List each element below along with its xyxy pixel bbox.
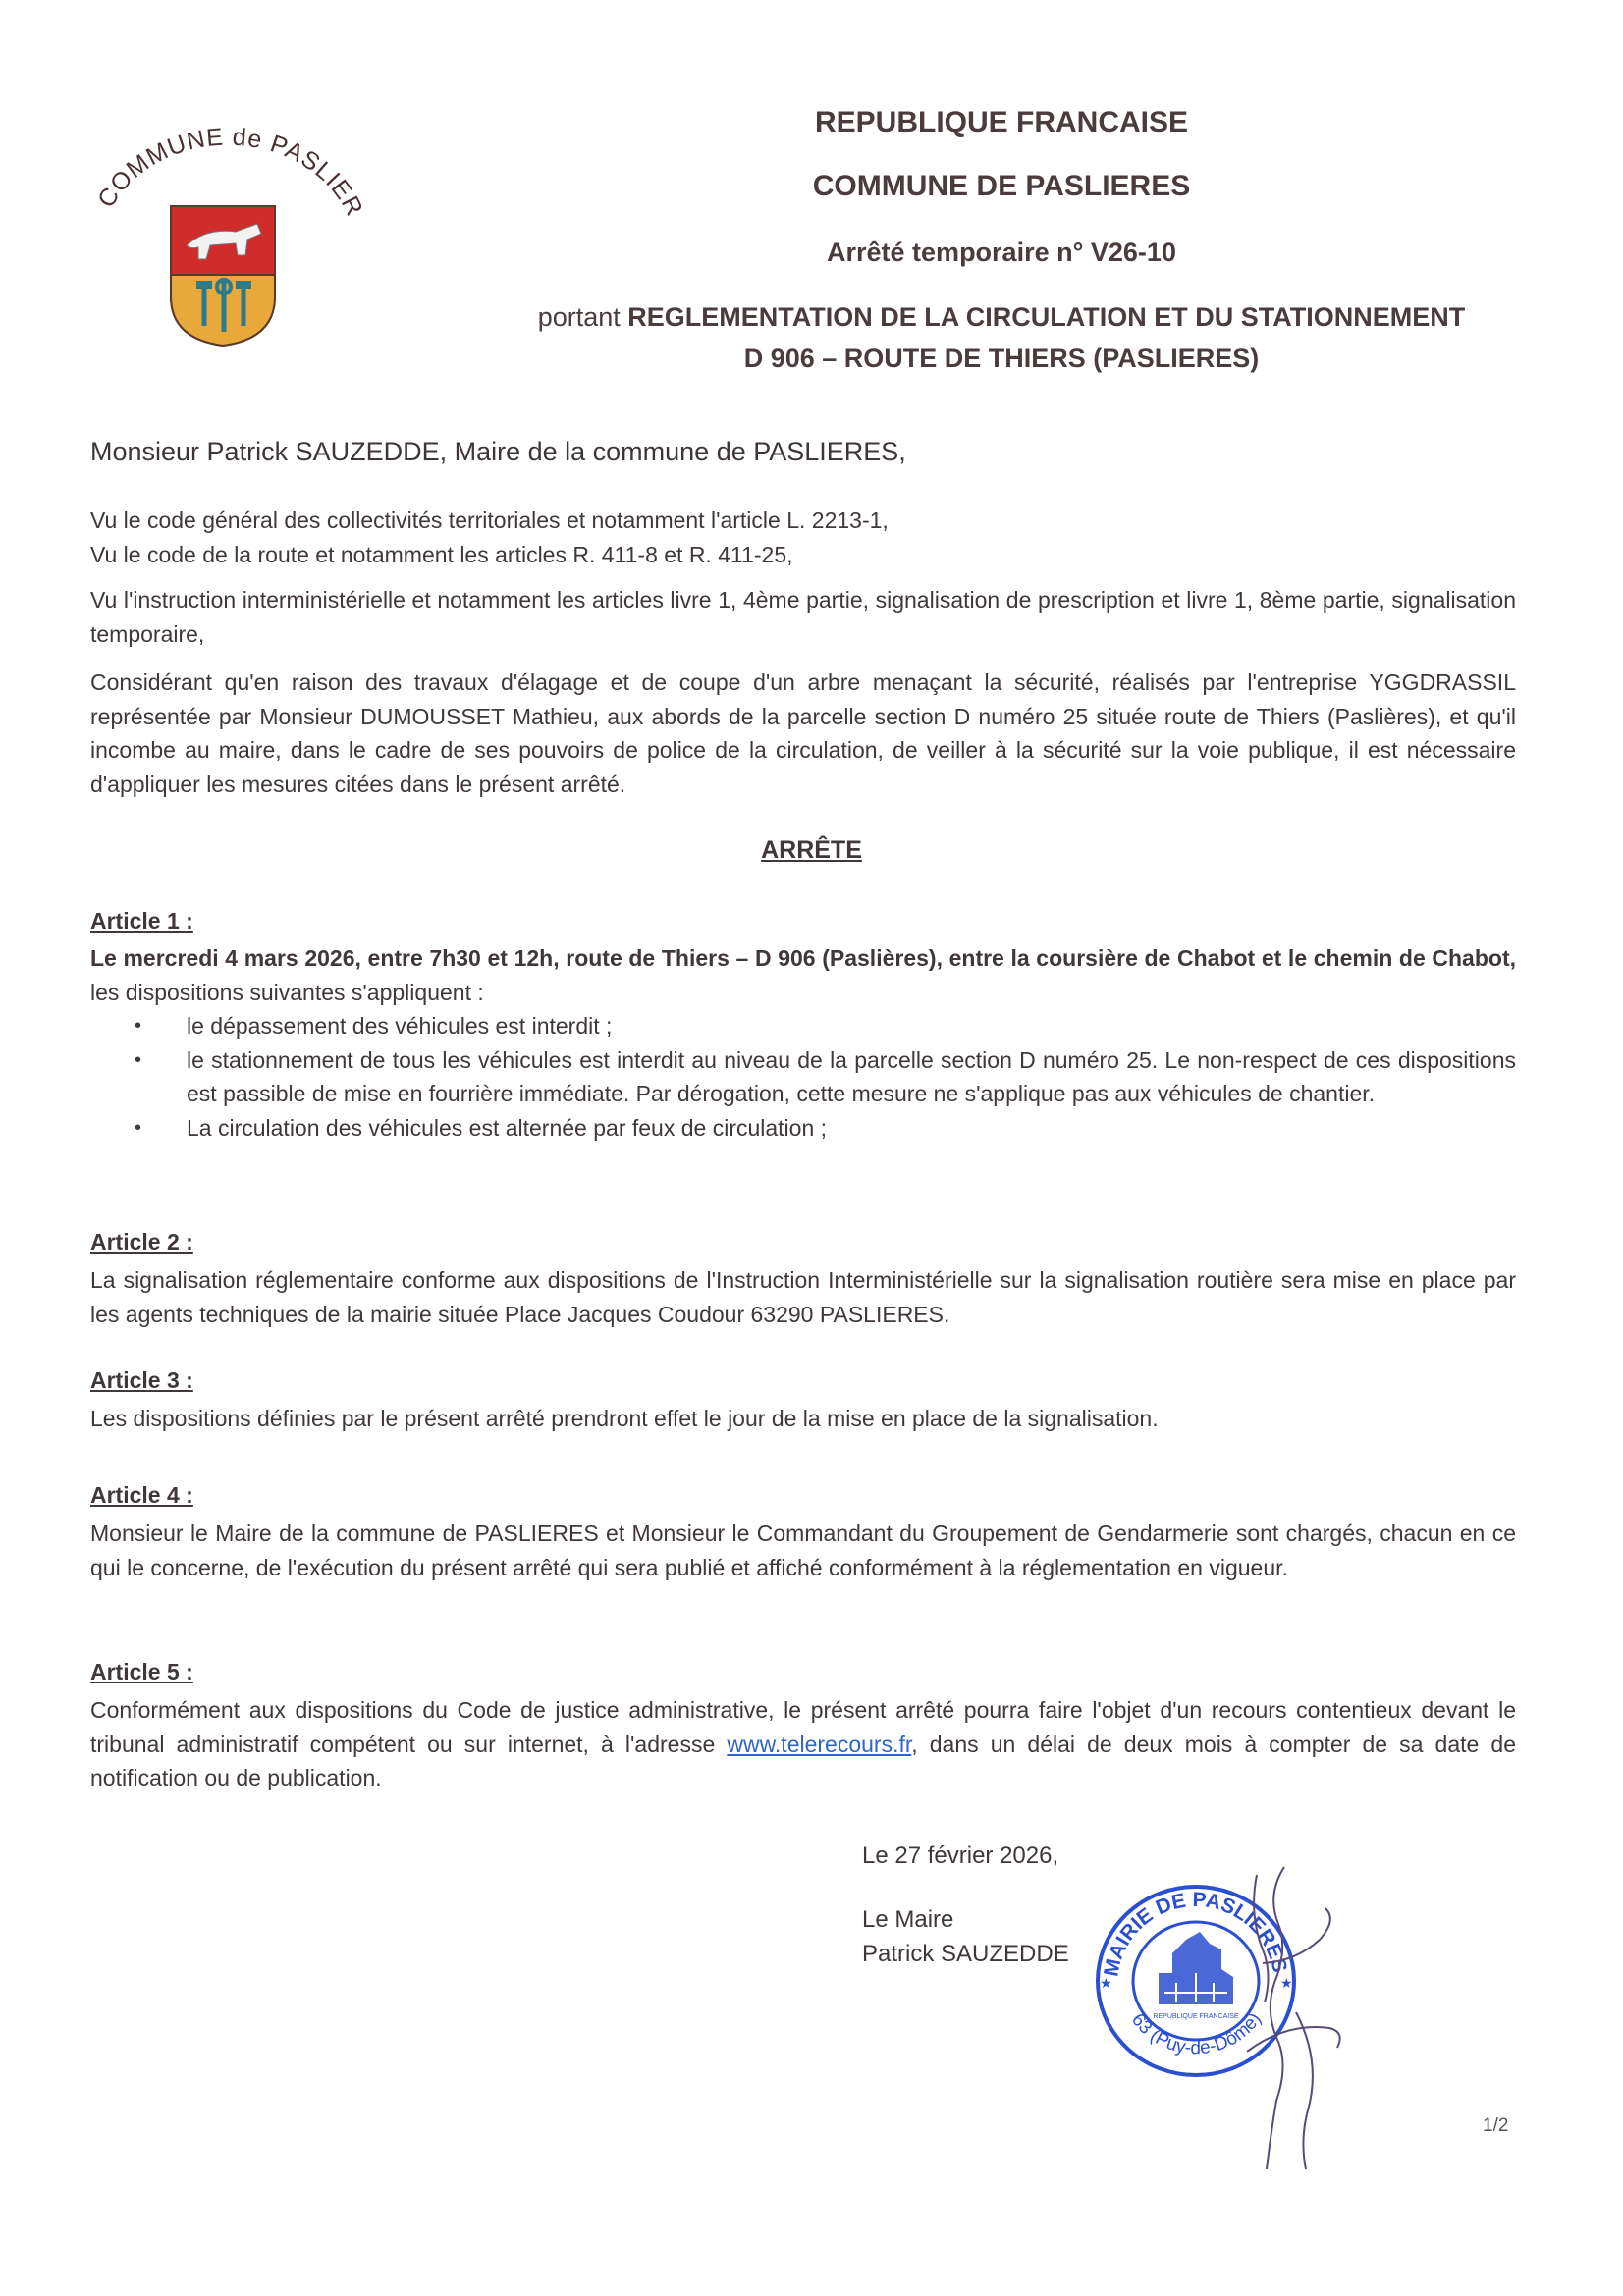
list-item	[90, 1009, 1516, 1043]
handwritten-signature	[1227, 1855, 1365, 2179]
preamble-considerant: Considérant qu'en raison des travaux d'élagage et de coupe d'un arbre menaçant la sécurité, réalisés par l'entreprise YGGDRASSIL représentée par Monsieur DUMOUSSET Mathieu, aux abords de la parcelle section D numéro 25 située route de Thiers (Paslières), et qu'il incombe au maire, dans le cadre de ses pouvoirs de police de la circulation, de veiller à la sécurité sur la voie publique, il est nécessaire d'appliquer les mesures citées dans le présent arrêté.	[90, 669, 1516, 797]
header-subject	[471, 302, 1532, 333]
telerecours-link[interactable]: www.telerecours.fr	[727, 1731, 912, 1757]
article-5-text-before: Conformément aux dispositions du Code de justice administrative, le présent arrêté pourra faire l'objet d'un recours contentieux devant le tribunal administratif compétent ou sur internet, à l'adresse	[90, 1697, 1516, 1757]
header-arrete-number: Arrêté temporaire n° V26-10	[827, 238, 1176, 267]
seal-top-text: MAIRIE DE PASLIERES	[1100, 1888, 1292, 1979]
list-item	[90, 1043, 1516, 1111]
preamble-vu-1: Vu le code général des collectivités territoriales et notamment l'article L. 2213-1,	[90, 507, 889, 533]
article-1-rest: les dispositions suivantes s'appliquent :	[90, 979, 484, 1005]
article-5-body	[90, 1693, 1516, 1795]
bullet-text: La circulation des véhicules est alternée par feux de circulation ;	[187, 1114, 828, 1141]
header-road: D 906 – ROUTE DE THIERS (PASLIERES)	[743, 344, 1260, 373]
article-1-body	[90, 941, 1516, 1145]
article-1-bullets	[90, 1009, 1516, 1145]
article-4-title: Article 4 :	[90, 1482, 193, 1508]
preamble-vu-3: Vu l'instruction interministérielle et notamment les articles livre 1, 4ème partie, signalisation de prescription et livre 1, 8ème partie, signalisation temporaire,	[90, 587, 1516, 647]
article-5-text-after: , dans un délai de deux mois à compter de sa date de notification ou de publication.	[90, 1731, 1516, 1790]
article-1-title: Article 1 :	[90, 908, 193, 934]
article-2-body: La signalisation réglementaire conforme aux dispositions de l'Instruction Interministérielle sur la signalisation routière sera mise en place par les agents techniques de la mairie située Place Jacques Coudour 63290 PASLIERES.	[90, 1267, 1516, 1327]
header-republique: REPUBLIQUE FRANCAISE	[814, 106, 1189, 138]
bullet-icon: •	[135, 1116, 142, 1139]
article-2-title: Article 2 :	[90, 1229, 193, 1255]
bullet-text: le stationnement de tous les véhicules est interdit au niveau de la parcelle section D numéro 25. Le non-respect de ces dispositions est passible de mise en fourrière immédiate. Par dérogation, cette mesure ne s'applique pas aux véhicules de chantier.	[187, 1046, 1516, 1106]
bullet-text: le dépassement des véhicules est interdit ;	[187, 1013, 613, 1039]
signature-name: Patrick SAUZEDDE	[862, 1941, 1069, 1967]
header-subject-lead: portant	[537, 302, 628, 332]
article-1-bold: Le mercredi 4 mars 2026, entre 7h30 et 12h, route de Thiers – D 906 (Paslières), entre la coursière de Chabot et le chemin de Chabot,	[90, 945, 1516, 971]
seal-star-right: ★	[1280, 1975, 1293, 1991]
article-3-body: Les dispositions définies par le présent arrêté prendront effet le jour de la mise en place de la signalisation.	[90, 1406, 1159, 1431]
seal-star-left: ★	[1100, 1975, 1112, 1991]
signature-role: Le Maire	[862, 1906, 954, 1933]
seal-inner-text: REPUBLIQUE FRANCAISE	[1153, 2013, 1239, 2020]
mayor-line: Monsieur Patrick SAUZEDDE, Maire de la commune de PASLIERES,	[90, 437, 906, 466]
header-commune: COMMUNE DE PASLIERES	[812, 170, 1191, 202]
bullet-icon: •	[135, 1015, 142, 1037]
article-3-title: Article 3 :	[90, 1367, 193, 1393]
page-number: 1/2	[1483, 2115, 1509, 2136]
logo-text: COMMUNE de PASLIER	[92, 123, 369, 222]
preamble-vu-2: Vu le code de la route et notamment les articles R. 411-8 et R. 411-25,	[90, 542, 793, 567]
bullet-icon: •	[135, 1048, 142, 1071]
header-subject-main: REGLEMENTATION DE LA CIRCULATION ET DU STATIONNEMENT	[627, 302, 1466, 332]
list-item	[90, 1111, 1516, 1146]
seal-bottom-text: 63 (Puy-de-Dôme)	[1126, 2008, 1266, 2059]
arrete-heading: ARRÊTE	[761, 836, 862, 864]
article-5-title: Article 5 :	[90, 1659, 193, 1684]
article-4-body: Monsieur le Maire de la commune de PASLIERES et Monsieur le Commandant du Groupement de Gendarmerie sont chargés, chacun en ce qui le concerne, de l'exécution du présent arrêté qui sera publié et affiché conformément à la réglementation en vigueur.	[90, 1521, 1516, 1580]
commune-logo	[88, 118, 373, 358]
signature-date: Le 27 février 2026,	[862, 1842, 1059, 1869]
